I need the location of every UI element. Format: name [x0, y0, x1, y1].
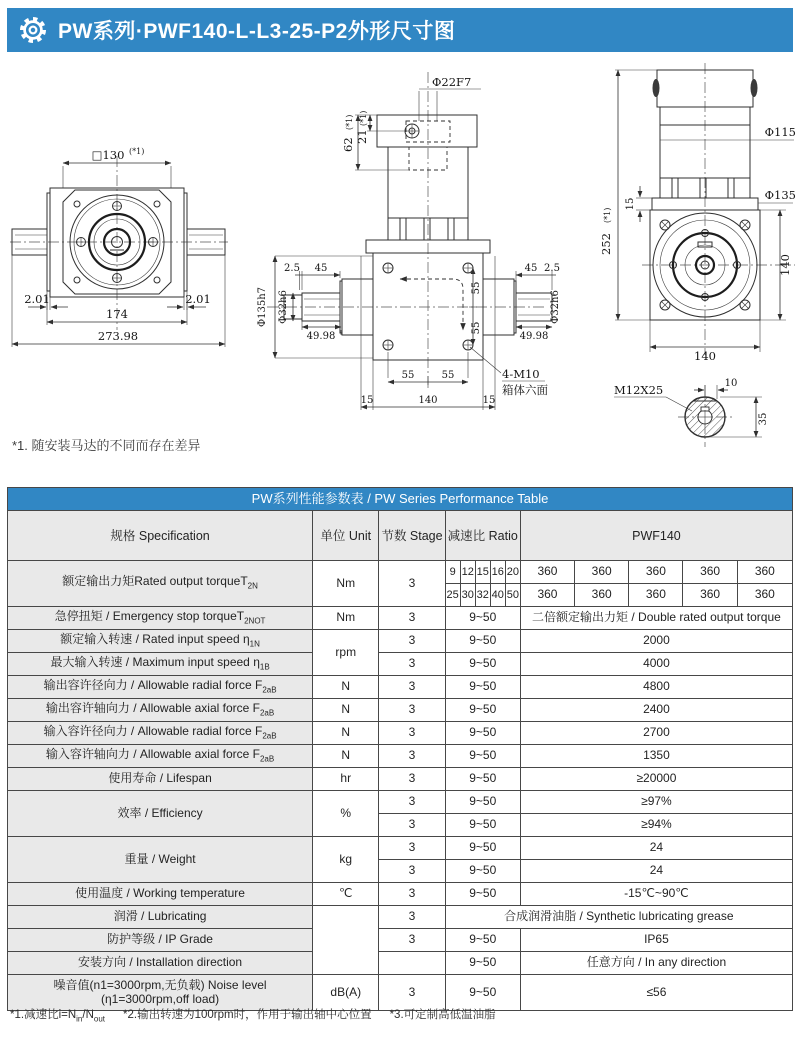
ratio-cell: 9~50 [445, 814, 520, 837]
value-cell: ≥94% [520, 814, 792, 837]
dim-sup: (*1) [603, 207, 612, 223]
spec-label: 噪音值(n1=3000rpm,无负载) Noise level (η1=3000rpm,off load) [8, 975, 313, 1011]
dim-label: 2.5 [284, 263, 300, 274]
col-header-spec: 规格 Specification [8, 511, 313, 561]
table-title: PW系列性能参数表 / PW Series Performance Table [8, 488, 793, 511]
ratio-cell: 9~50 [445, 653, 520, 676]
stage-cell: 3 [379, 653, 445, 676]
table-row [8, 883, 793, 906]
unit-cell: rpm [313, 630, 379, 676]
unit-cell: hr [313, 768, 379, 791]
value-cell: ≤56 [520, 975, 792, 1011]
front-view-body [12, 188, 225, 297]
unit-cell: N [313, 722, 379, 745]
spec-label: 效率 / Efficiency [8, 791, 313, 837]
spec-label: 使用寿命 / Lifespan [8, 768, 313, 791]
stage-cell: 3 [379, 906, 445, 929]
value-cell: 2700 [520, 722, 792, 745]
front-view-drawing [10, 60, 260, 360]
dim-sup: (*1) [129, 147, 145, 156]
footnote-1-sub: in [76, 1014, 83, 1024]
dim-label: 箱体六面 [502, 385, 548, 397]
dim-label: 45 [524, 263, 538, 274]
unit-cell: % [313, 791, 379, 837]
page-title: PW系列·PWF140-L-L3-25-P2外形尺寸图 [58, 20, 456, 43]
stage-cell: 3 [379, 722, 445, 745]
ratio-cell: 9~50 [445, 630, 520, 653]
unit-cell: kg [313, 837, 379, 883]
value-cell: 24 [520, 860, 792, 883]
value-cell: 360 [683, 561, 737, 584]
spec-label: 输出容许轴向力 / Allowable axial force $F_{2aB}$ [8, 699, 313, 722]
ratio-cell: 9~50 [445, 722, 520, 745]
footnote-1: *1.减速比i=N [10, 1009, 77, 1021]
dim-label: 55 [471, 321, 482, 335]
value-cell: 2400 [520, 699, 792, 722]
ratio-cell: 25 [445, 584, 460, 607]
table-row [8, 630, 793, 653]
shaft-end-detail [614, 378, 769, 437]
spec-label: 输出容许径向力 / Allowable radial force $F_{2aB}$ [8, 676, 313, 699]
value-cell: ≥20000 [520, 768, 792, 791]
dim-label: □130 [91, 148, 125, 162]
value-cell: 合成润滑油脂 / Synthetic lubricating grease [445, 906, 792, 929]
table-title-row [8, 488, 793, 511]
ratio-cell: 9~50 [445, 975, 520, 1011]
dim-label: 55 [471, 281, 482, 295]
dim-label: 2.01 [185, 292, 211, 306]
dim-label: M12X25 [614, 383, 664, 397]
unit-cell: N [313, 676, 379, 699]
dim-label: 49.98 [519, 331, 549, 342]
drawing-note: *1. 随安装马达的不同而存在差异 [12, 438, 201, 453]
dim-label: 55 [441, 370, 455, 381]
table-row [8, 768, 793, 791]
table-row [8, 791, 793, 814]
spec-label: 输入容许轴向力 / Allowable axial force $F_{2aB}$ [8, 745, 313, 768]
ratio-cell: 9~50 [445, 837, 520, 860]
stage-cell: 3 [379, 561, 445, 607]
ratio-cell: 20 [505, 561, 520, 584]
spec-label: 额定输出力矩Rated output torqueT$_{2N}$ [8, 561, 313, 607]
table-row [8, 607, 793, 630]
unit-cell [313, 906, 379, 975]
dim-label: 49.98 [306, 331, 336, 342]
stage-cell: 3 [379, 883, 445, 906]
value-cell: 360 [629, 584, 683, 607]
performance-table [7, 487, 793, 1011]
right-view-drawing [590, 55, 800, 455]
ratio-cell: 9~50 [445, 883, 520, 906]
dim-label: Φ22F7 [432, 75, 472, 89]
stage-cell: 3 [379, 814, 445, 837]
value-cell: 任意方向 / In any direction [520, 952, 792, 975]
dim-sup: (*1) [345, 114, 354, 130]
ratio-cell: 9~50 [445, 699, 520, 722]
spec-label: 急停扭矩 / Emergency stop torqueT$_{2NOT}$ [8, 607, 313, 630]
value-cell: 4000 [520, 653, 792, 676]
value-cell: 2000 [520, 630, 792, 653]
table-row [8, 906, 793, 929]
dim-label: 2.01 [24, 292, 50, 306]
value-cell: 360 [737, 584, 792, 607]
footnotes [10, 1006, 496, 1023]
table-header-row [8, 511, 793, 561]
side-view-body [284, 115, 552, 360]
ratio-cell: 16 [490, 561, 505, 584]
stage-cell: 3 [379, 768, 445, 791]
table-row [8, 837, 793, 860]
dim-label: 21 [355, 129, 369, 144]
dim-label: 4-M10 [502, 367, 540, 381]
stage-cell: 3 [379, 699, 445, 722]
unit-cell: N [313, 699, 379, 722]
value-cell: IP65 [520, 929, 792, 952]
value-cell: 360 [575, 584, 629, 607]
footnote-2: *2.输出转速为100rpm时，作用于输出轴中心位置 [123, 1009, 372, 1021]
ratio-cell: 40 [490, 584, 505, 607]
col-header-ratio: 减速比 Ratio [445, 511, 520, 561]
stage-cell: 3 [379, 929, 445, 952]
table-row [8, 676, 793, 699]
dim-label: Φ135 [764, 188, 796, 202]
spec-label: 额定输入转速 / Rated input speed $\eta_{1N}$ [8, 630, 313, 653]
spec-label: 安装方向 / Installation direction [8, 952, 313, 975]
stage-cell: 3 [379, 607, 445, 630]
dim-label: 15 [360, 395, 374, 406]
value-cell: 360 [737, 561, 792, 584]
ratio-cell: 9~50 [445, 791, 520, 814]
ratio-cell: 9~50 [445, 768, 520, 791]
dim-label: Φ32h6 [278, 290, 289, 324]
footnote-3: *3.可定制高低温油脂 [389, 1009, 496, 1021]
stage-cell: 3 [379, 630, 445, 653]
dim-label: 55 [401, 370, 415, 381]
ratio-cell: 9 [445, 561, 460, 584]
unit-cell: Nm [313, 561, 379, 607]
spec-label: 重量 / Weight [8, 837, 313, 883]
stage-cell: 3 [379, 745, 445, 768]
unit-cell: dB(A) [313, 975, 379, 1011]
dim-label: 174 [106, 307, 128, 321]
ratio-cell: 15 [475, 561, 490, 584]
dim-label: 10 [724, 378, 738, 389]
value-cell: -15℃~90℃ [520, 883, 792, 906]
value-cell: 360 [520, 561, 574, 584]
col-header-model: PWF140 [520, 511, 792, 561]
table-row [8, 699, 793, 722]
footnote-1b: /N [82, 1009, 94, 1021]
dim-label: 45 [314, 263, 328, 274]
dim-label: 62 [341, 137, 355, 152]
dim-label: 2.5 [544, 263, 560, 274]
table-row [8, 929, 793, 952]
stage-cell: 3 [379, 975, 445, 1011]
dimension-drawings [0, 52, 800, 453]
value-cell: 360 [520, 584, 574, 607]
table-row [8, 561, 793, 584]
dim-label: 15 [482, 395, 496, 406]
dim-label: 140 [418, 395, 438, 406]
ratio-cell: 30 [460, 584, 475, 607]
stage-cell: 3 [379, 676, 445, 699]
value-cell: 360 [575, 561, 629, 584]
table-row [8, 722, 793, 745]
right-view-centerlines [642, 63, 795, 447]
dim-label: 15 [625, 197, 636, 211]
value-cell: 360 [629, 561, 683, 584]
unit-cell: Nm [313, 607, 379, 630]
stage-cell: 3 [379, 837, 445, 860]
dim-label: Φ32h6 [550, 290, 561, 324]
spec-label: 输入容许径向力 / Allowable radial force $F_{2aB}$ [8, 722, 313, 745]
value-cell: 4800 [520, 676, 792, 699]
value-cell: 1350 [520, 745, 792, 768]
right-view-dimensions [599, 70, 796, 363]
unit-cell: ℃ [313, 883, 379, 906]
spec-label: 润滑 / Lubricating [8, 906, 313, 929]
unit-cell: N [313, 745, 379, 768]
ratio-cell: 50 [505, 584, 520, 607]
ratio-cell: 32 [475, 584, 490, 607]
stage-cell: 3 [379, 860, 445, 883]
value-cell: 24 [520, 837, 792, 860]
col-header-unit: 单位 Unit [313, 511, 379, 561]
dim-label: Φ135h7 [257, 286, 268, 328]
page-header [7, 8, 793, 52]
table-row [8, 653, 793, 676]
footnote-1-sub2: out [93, 1014, 106, 1024]
gear-icon [17, 14, 49, 46]
ratio-cell: 9~50 [445, 952, 520, 975]
spec-label: 防护等级 / IP Grade [8, 929, 313, 952]
ratio-cell: 9~50 [445, 860, 520, 883]
dim-label: 252 [599, 233, 613, 255]
value-cell: 360 [683, 584, 737, 607]
ratio-cell: 12 [460, 561, 475, 584]
ratio-cell: 9~50 [445, 745, 520, 768]
dim-label: 140 [694, 349, 716, 363]
dim-label: 35 [758, 412, 769, 426]
dim-label: 273.98 [97, 329, 139, 343]
ratio-cell: 9~50 [445, 607, 520, 630]
dim-label: Φ115 [764, 125, 796, 139]
value-cell: ≥97% [520, 791, 792, 814]
dim-sup: (*1) [359, 110, 368, 126]
col-header-stage: 节数 Stage [379, 511, 445, 561]
ratio-cell: 9~50 [445, 676, 520, 699]
value-cell: 二倍额定输出力矩 / Double rated output torque [520, 607, 792, 630]
stage-cell: 3 [379, 791, 445, 814]
spec-label: 最大输入转速 / Maximum input speed $\eta_{1B}$ [8, 653, 313, 676]
stage-cell [379, 952, 445, 975]
table-row [8, 745, 793, 768]
spec-label: 使用温度 / Working temperature [8, 883, 313, 906]
side-view-drawing [255, 60, 560, 430]
dim-label: 140 [778, 254, 792, 276]
table-row [8, 952, 793, 975]
ratio-cell: 9~50 [445, 929, 520, 952]
